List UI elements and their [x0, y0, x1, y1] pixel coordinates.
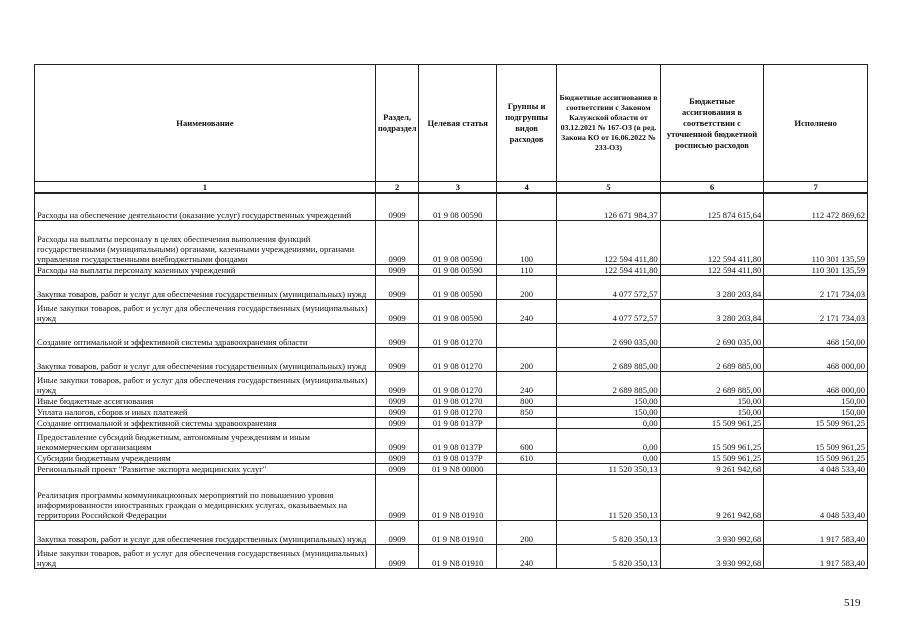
- row-law-allocation: 5 820 350,13: [557, 520, 661, 544]
- table-row: [35, 323, 868, 347]
- row-section: 0909: [375, 520, 419, 544]
- row-section: 0909: [375, 275, 419, 299]
- row-plan-allocation: 3 930 992,68: [660, 520, 764, 544]
- row-section: 0909: [375, 395, 419, 406]
- header-executed: Исполнено: [764, 65, 868, 182]
- column-number-row: [35, 182, 868, 194]
- row-plan-allocation: 2 689 885,00: [660, 347, 764, 371]
- row-section: 0909: [375, 220, 419, 264]
- row-name: Иные закупки товаров, работ и услуг для обеспечения государственных (муниципальных) нужд: [35, 544, 376, 568]
- row-executed: 110 301 135,59: [764, 264, 868, 275]
- table-row: [35, 452, 868, 463]
- row-law-allocation: 122 594 411,80: [557, 264, 661, 275]
- row-expense-group: 110: [497, 264, 557, 275]
- row-plan-allocation: 125 874 615,64: [660, 193, 764, 220]
- row-plan-allocation: 150,00: [660, 395, 764, 406]
- row-executed: 15 509 961,25: [764, 417, 868, 428]
- row-expense-group: [497, 417, 557, 428]
- row-name: Иные бюджетные ассигнования: [35, 395, 376, 406]
- table-row: [35, 220, 868, 264]
- row-expense-group: [497, 193, 557, 220]
- row-plan-allocation: 3 930 992,68: [660, 544, 764, 568]
- table-row: [35, 193, 868, 220]
- row-executed: 112 472 869,62: [764, 193, 868, 220]
- column-number: 5: [557, 182, 661, 194]
- row-name: Закупка товаров, работ и услуг для обеспечения государственных (муниципальных) нужд: [35, 275, 376, 299]
- row-target-article: 01 9 08 00590: [419, 264, 497, 275]
- column-number: 1: [35, 182, 376, 194]
- row-name: Расходы на выплаты персоналу казенных учреждений: [35, 264, 376, 275]
- column-number: 2: [375, 182, 419, 194]
- column-number: 3: [419, 182, 497, 194]
- row-section: 0909: [375, 299, 419, 323]
- row-target-article: 01 9 08 01270: [419, 371, 497, 395]
- column-number: 4: [497, 182, 557, 194]
- table-row: [35, 474, 868, 520]
- row-plan-allocation: 9 261 942,68: [660, 474, 764, 520]
- budget-table: [34, 64, 868, 569]
- row-executed: 150,00: [764, 395, 868, 406]
- row-section: 0909: [375, 323, 419, 347]
- row-expense-group: [497, 474, 557, 520]
- header-law-allocations: Бюджетные ассигнования в соответствии с Законом Калужской области от 03.12.2021 № 167-ОЗ (в ред. Закона КО от 16.06.2022 № 233-ОЗ): [557, 65, 661, 182]
- column-number: 7: [764, 182, 868, 194]
- row-target-article: 01 9 08 0137P: [419, 428, 497, 452]
- column-number: 6: [660, 182, 764, 194]
- row-section: 0909: [375, 417, 419, 428]
- row-executed: 110 301 135,59: [764, 220, 868, 264]
- row-law-allocation: 150,00: [557, 406, 661, 417]
- row-executed: 468 000,00: [764, 371, 868, 395]
- row-name: Иные закупки товаров, работ и услуг для обеспечения государственных (муниципальных) нужд: [35, 299, 376, 323]
- table-row: [35, 428, 868, 452]
- row-target-article: 01 9 08 00590: [419, 193, 497, 220]
- row-expense-group: 240: [497, 371, 557, 395]
- row-target-article: 01 9 08 01270: [419, 347, 497, 371]
- table-row: [35, 347, 868, 371]
- row-executed: 468 000,00: [764, 347, 868, 371]
- row-target-article: 01 9 08 01270: [419, 406, 497, 417]
- row-law-allocation: 0,00: [557, 428, 661, 452]
- row-plan-allocation: 3 280 203,84: [660, 275, 764, 299]
- row-target-article: 01 9 N8 01910: [419, 544, 497, 568]
- row-section: 0909: [375, 371, 419, 395]
- page-number: 519: [844, 597, 861, 609]
- row-expense-group: 850: [497, 406, 557, 417]
- header-group: Группы и подгруппы видов расходов: [497, 65, 557, 182]
- table-row: [35, 275, 868, 299]
- row-executed: 150,00: [764, 406, 868, 417]
- row-name: Расходы на обеспечение деятельности (оказание услуг) государственных учреждений: [35, 193, 376, 220]
- row-section: 0909: [375, 474, 419, 520]
- table-row: [35, 544, 868, 568]
- row-expense-group: 240: [497, 299, 557, 323]
- row-law-allocation: 4 077 572,57: [557, 275, 661, 299]
- row-section: 0909: [375, 452, 419, 463]
- table-row: [35, 395, 868, 406]
- row-target-article: 01 9 08 0137P: [419, 452, 497, 463]
- row-plan-allocation: 2 690 035,00: [660, 323, 764, 347]
- table-row: [35, 406, 868, 417]
- row-plan-allocation: 150,00: [660, 406, 764, 417]
- row-executed: 1 917 583,40: [764, 544, 868, 568]
- row-name: Создание оптимальной и эффективной системы здравоохранения области: [35, 323, 376, 347]
- row-executed: 1 917 583,40: [764, 520, 868, 544]
- row-name: Иные закупки товаров, работ и услуг для обеспечения государственных (муниципальных) нужд: [35, 371, 376, 395]
- row-section: 0909: [375, 463, 419, 474]
- header-row: [35, 65, 868, 182]
- row-law-allocation: 5 820 350,13: [557, 544, 661, 568]
- row-executed: 2 171 734,03: [764, 299, 868, 323]
- row-name: Реализация программы коммуникационных мероприятий по повышению уровня информированности иностранных граждан о медицинских услугах, оказываемых на территории Российской Федерации: [35, 474, 376, 520]
- row-expense-group: 100: [497, 220, 557, 264]
- row-target-article: 01 9 N8 00000: [419, 463, 497, 474]
- row-expense-group: [497, 323, 557, 347]
- row-law-allocation: 4 077 572,57: [557, 299, 661, 323]
- row-law-allocation: 122 594 411,80: [557, 220, 661, 264]
- row-law-allocation: 2 690 035,00: [557, 323, 661, 347]
- row-name: Закупка товаров, работ и услуг для обеспечения государственных (муниципальных) нужд: [35, 520, 376, 544]
- row-target-article: 01 9 08 0137P: [419, 417, 497, 428]
- row-executed: 4 048 533,40: [764, 463, 868, 474]
- row-law-allocation: 11 520 350,13: [557, 474, 661, 520]
- row-executed: 468 150,00: [764, 323, 868, 347]
- row-target-article: 01 9 N8 01910: [419, 520, 497, 544]
- row-name: Уплата налогов, сборов и иных платежей: [35, 406, 376, 417]
- row-section: 0909: [375, 347, 419, 371]
- table-row: [35, 264, 868, 275]
- row-executed: 4 048 533,40: [764, 474, 868, 520]
- row-expense-group: 600: [497, 428, 557, 452]
- row-law-allocation: 2 689 885,00: [557, 371, 661, 395]
- row-plan-allocation: 9 261 942,68: [660, 463, 764, 474]
- row-law-allocation: 150,00: [557, 395, 661, 406]
- row-name: Субсидии бюджетным учреждениям: [35, 452, 376, 463]
- row-expense-group: 240: [497, 544, 557, 568]
- table-row: [35, 371, 868, 395]
- row-expense-group: 200: [497, 520, 557, 544]
- row-name: Создание оптимальной и эффективной системы здравоохранения: [35, 417, 376, 428]
- row-target-article: 01 9 08 00590: [419, 275, 497, 299]
- row-law-allocation: 0,00: [557, 417, 661, 428]
- header-target: Целевая статья: [419, 65, 497, 182]
- budget-sheet: [34, 64, 868, 569]
- row-target-article: 01 9 08 00590: [419, 299, 497, 323]
- row-expense-group: 200: [497, 347, 557, 371]
- row-name: Региональный проект "Развитие экспорта медицинских услуг": [35, 463, 376, 474]
- table-row: [35, 463, 868, 474]
- row-plan-allocation: 2 689 885,00: [660, 371, 764, 395]
- row-executed: 15 509 961,25: [764, 428, 868, 452]
- row-plan-allocation: 15 509 961,25: [660, 452, 764, 463]
- row-target-article: 01 9 08 01270: [419, 323, 497, 347]
- row-section: 0909: [375, 406, 419, 417]
- row-name: Предоставление субсидий бюджетным, автономным учреждениям и иным некоммерческим организациям: [35, 428, 376, 452]
- header-name: Наименование: [35, 65, 376, 182]
- row-law-allocation: 2 689 885,00: [557, 347, 661, 371]
- table-row: [35, 520, 868, 544]
- table-row: [35, 299, 868, 323]
- row-plan-allocation: 122 594 411,80: [660, 264, 764, 275]
- row-name: Расходы на выплаты персоналу в целях обеспечения выполнения функций государственными (муниципальными) органами, казенными учреждениями, органами управления государственными внебюджетными фондами: [35, 220, 376, 264]
- row-target-article: 01 9 08 01270: [419, 395, 497, 406]
- row-name: Закупка товаров, работ и услуг для обеспечения государственных (муниципальных) нужд: [35, 347, 376, 371]
- row-target-article: 01 9 08 00590: [419, 220, 497, 264]
- row-executed: 15 509 961,25: [764, 452, 868, 463]
- row-plan-allocation: 15 509 961,25: [660, 428, 764, 452]
- row-law-allocation: 0,00: [557, 452, 661, 463]
- row-expense-group: 800: [497, 395, 557, 406]
- row-law-allocation: 11 520 350,13: [557, 463, 661, 474]
- row-expense-group: [497, 463, 557, 474]
- row-plan-allocation: 122 594 411,80: [660, 220, 764, 264]
- row-target-article: 01 9 N8 01910: [419, 474, 497, 520]
- row-section: 0909: [375, 544, 419, 568]
- row-section: 0909: [375, 193, 419, 220]
- header-section: Раздел, подраздел: [375, 65, 419, 182]
- row-plan-allocation: 3 280 203,84: [660, 299, 764, 323]
- row-expense-group: 200: [497, 275, 557, 299]
- row-executed: 2 171 734,03: [764, 275, 868, 299]
- header-plan-allocations: Бюджетные ассигнования в соответствии с уточненной бюджетной росписью расходов: [660, 65, 764, 182]
- row-plan-allocation: 15 509 961,25: [660, 417, 764, 428]
- row-section: 0909: [375, 428, 419, 452]
- row-law-allocation: 126 671 984,37: [557, 193, 661, 220]
- table-row: [35, 417, 868, 428]
- row-section: 0909: [375, 264, 419, 275]
- row-expense-group: 610: [497, 452, 557, 463]
